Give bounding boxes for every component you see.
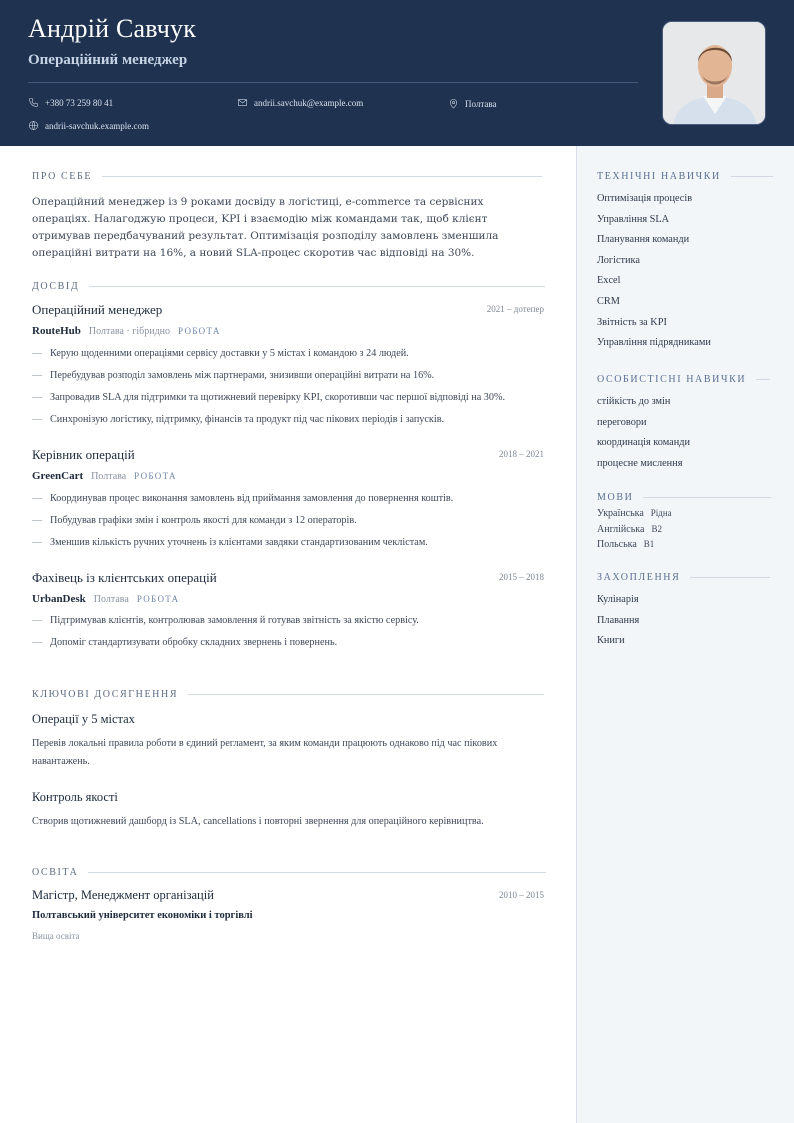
list-item: процесне мислення — [597, 457, 683, 469]
list-item: — Перебудував розподіл замовлень між партнерами, знизивши операційні витрати на 16%. — [32, 370, 435, 381]
section-title-hobbies: ЗАХОПЛЕННЯ — [597, 572, 770, 583]
list-item: — Побудував графіки змін і контроль якості для команди з 12 операторів. — [32, 515, 357, 526]
list-item: — Синхронізую логістику, підтримку, фінансів та продукт під час пікових періодів і запусків. — [32, 414, 445, 425]
list-item: CRM — [597, 295, 620, 307]
list-item: Польська B1 — [597, 539, 655, 550]
list-item: — Допоміг стандартизувати обробку складних звернень і повернень. — [32, 637, 338, 648]
list-item: Excel — [597, 275, 621, 287]
list-item: — Запровадив SLA для підтримки та щотижневий перевірку KPI, скоротивши час першої відповіді на 30%. — [32, 392, 506, 403]
list-item: — Підтримував клієнтів, контролював замовлення й готував звітність за якістю сервісу. — [32, 615, 419, 626]
education-school: Полтавський університет економіки і торгівлі — [32, 910, 253, 921]
contact-location — [448, 98, 497, 109]
job-title: Операційний менеджер — [32, 302, 163, 317]
company-name: GreenCart — [32, 470, 84, 482]
section-title-soft-skills: ОСОБИСТІСНІ НАВИЧКИ — [597, 374, 770, 385]
soft-skills-list — [597, 396, 690, 478]
achievement-title: Операції у 5 містах — [32, 712, 135, 726]
tech-skills-list — [597, 193, 711, 358]
location-pin-icon — [448, 98, 459, 109]
job-type-tag: РОБОТА — [178, 326, 221, 336]
job-title: Керівник операцій — [32, 447, 135, 462]
list-item: Управління SLA — [597, 213, 670, 225]
section-title-experience: ДОСВІД — [32, 281, 545, 292]
globe-icon — [28, 120, 39, 131]
location-text: Полтава — [465, 98, 497, 109]
job-title: Фахівець із клієнтських операцій — [32, 570, 217, 585]
section-title-languages: МОВИ — [597, 492, 771, 503]
list-item: — Керую щоденними операціями сервісу доставки у 5 містах і командою з 24 людей. — [32, 348, 409, 359]
achievement-title: Контроль якості — [32, 790, 118, 804]
company-name: RouteHub — [32, 325, 81, 337]
section-title-about: ПРО СЕБЕ — [32, 171, 542, 182]
achievement-text: Перевів локальні правила роботи в єдиний регламент, за яким команди працюють однаково під час пікових навантажень. — [32, 738, 498, 767]
mail-icon — [237, 97, 248, 108]
list-item: — Зменшив кількість ручних уточнень із клієнтами завдяки стандартизованим чеклістам. — [32, 537, 428, 548]
list-item: Оптимізація процесів — [597, 193, 693, 204]
list-item: координація команди — [597, 437, 691, 449]
section-title-education: ОСВІТА — [32, 867, 546, 878]
website-text: andrii-savchuk.example.com — [45, 120, 149, 131]
profile-photo — [662, 21, 766, 125]
company-location: Полтава — [91, 471, 127, 482]
job-bullets — [32, 615, 552, 659]
company-location: Полтава · гібридно — [88, 326, 171, 337]
list-item: Звітність за KPI — [597, 316, 667, 328]
resume-header — [0, 0, 794, 146]
phone-text: +380 73 259 80 41 — [45, 97, 114, 108]
company-name: UrbanDesk — [32, 593, 86, 605]
list-item: стійкість до змін — [597, 396, 671, 407]
job-date: 2018 – 2021 — [499, 449, 544, 459]
job-date: 2021 – дотепер — [486, 304, 544, 314]
job-company-line — [32, 470, 177, 482]
header-divider — [28, 82, 638, 83]
job-type-tag: РОБОТА — [134, 471, 177, 481]
company-location: Полтава — [93, 594, 129, 605]
job-company-line — [32, 325, 221, 337]
list-item: Українська Рідна — [597, 508, 672, 519]
section-title-tech-skills: ТЕХНІЧНІ НАВИЧКИ — [597, 171, 773, 182]
education-date: 2010 – 2015 — [499, 890, 544, 900]
hobbies-list — [597, 594, 639, 656]
job-bullets — [32, 493, 552, 559]
job-company-line — [32, 593, 179, 605]
contact-phone — [28, 97, 113, 108]
job-bullets — [32, 348, 552, 436]
list-item: Кулінарія — [597, 594, 639, 605]
list-item: Англійська B2 — [597, 523, 662, 535]
education-degree: Магістр, Менеджмент організацій — [32, 888, 214, 902]
list-item: — Координував процес виконання замовлень від приймання замовлення до повернення коштів. — [32, 493, 454, 504]
achievement-text: Створив щотижневий дашборд із SLA, cancellations і повторні звернення для операційного керівництва. — [32, 816, 484, 827]
candidate-name: Андрій Савчук — [28, 14, 197, 43]
about-text: Операційний менеджер із 9 роками досвіду в логістиці, e-commerce та сервісних операціях. Налагоджую процеси, KPI і взаємодію між командами так, щоб клієнт отримував передбачуваний результат. Оптимізація розподілу замовлень зменшила операційні витрати на 16%, а новий SLA-процес скоротив час відповіді на 30%. — [32, 196, 499, 259]
email-text: andrii.savchuk@example.com — [254, 97, 364, 108]
list-item: Планування команди — [597, 234, 690, 246]
languages-list — [597, 508, 672, 555]
list-item: переговори — [597, 416, 647, 428]
contact-website — [28, 120, 149, 131]
list-item: Управління підрядниками — [597, 337, 711, 349]
job-date: 2015 – 2018 — [499, 572, 544, 582]
education-level: Вища освіта — [32, 931, 80, 941]
list-item: Логістика — [597, 254, 640, 266]
list-item: Книги — [597, 635, 625, 647]
candidate-role: Операційний менеджер — [28, 52, 188, 68]
phone-icon — [28, 97, 39, 108]
list-item: Плавання — [597, 614, 640, 626]
contact-email — [237, 97, 363, 108]
job-type-tag: РОБОТА — [136, 594, 180, 604]
section-title-achievements: КЛЮЧОВІ ДОСЯГНЕННЯ — [32, 689, 544, 700]
